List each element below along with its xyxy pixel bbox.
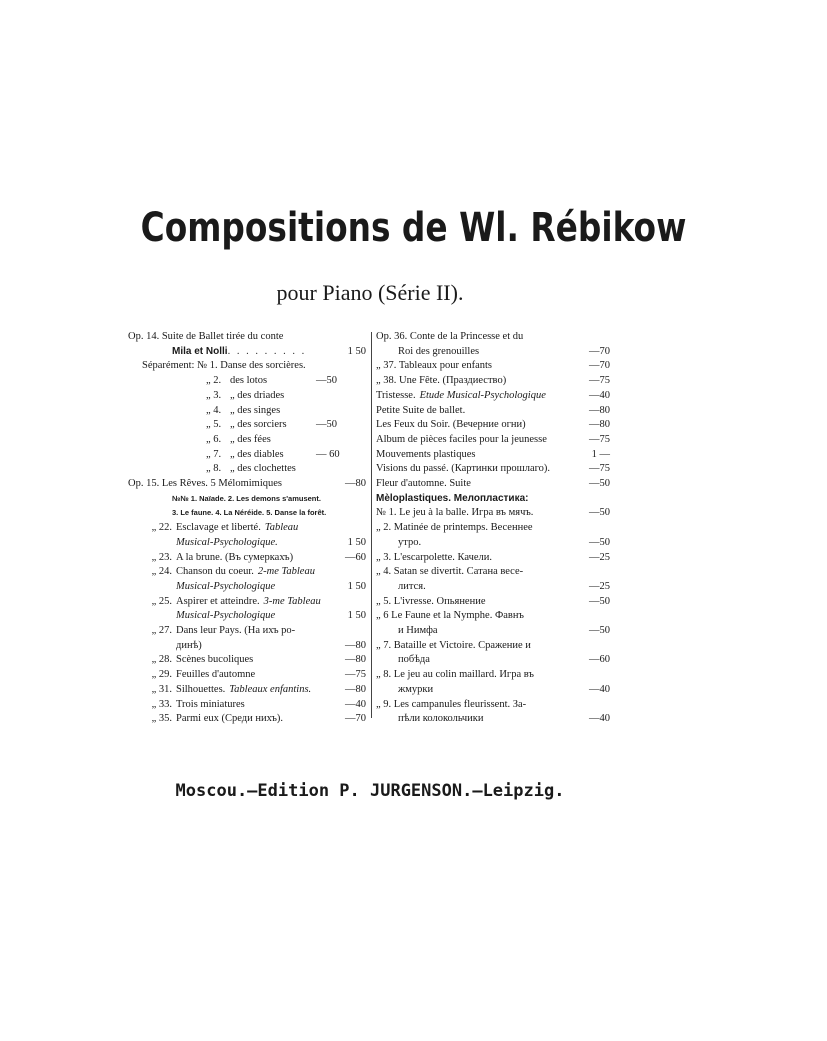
entry-title bbox=[376, 345, 589, 360]
entry-title bbox=[176, 639, 345, 654]
publisher-footer: Moscou.—Edition P. JURGENSON.—Leipzig. bbox=[175, 781, 565, 801]
entry-title bbox=[376, 374, 589, 389]
catalog-entry bbox=[376, 389, 610, 404]
catalog-entry bbox=[376, 521, 610, 536]
catalog-entry bbox=[128, 609, 366, 624]
catalog-entry bbox=[376, 698, 610, 713]
catalog-entry bbox=[376, 418, 610, 433]
page-subtitle: pour Piano (Série II). bbox=[276, 280, 464, 305]
page-title: Compositions de Wl. Rébikow bbox=[140, 205, 687, 251]
entry-italic: Musical-Psychologique. bbox=[176, 536, 278, 548]
entry-title bbox=[376, 521, 610, 536]
entry-title bbox=[176, 624, 366, 639]
sub-item-row bbox=[128, 433, 366, 448]
catalog-entry bbox=[376, 609, 610, 624]
entry-number: „ 25. bbox=[151, 595, 172, 607]
catalog-entry bbox=[128, 712, 366, 727]
entry-text: Chanson du coeur. bbox=[176, 566, 254, 578]
melo-entry-list bbox=[376, 506, 610, 727]
entry-text: Les Feux du Soir. (Вечерние огни) bbox=[376, 419, 526, 431]
entry-title bbox=[176, 580, 348, 595]
op15-line3: 3. Le faune. 4. La Néréide. 5. Danse la forêt. bbox=[172, 508, 327, 518]
sub-item-title: „ des sorciers bbox=[230, 419, 287, 431]
entry-number bbox=[128, 609, 176, 624]
entry-price: —50 bbox=[589, 625, 610, 637]
entry-text: Trois miniatures bbox=[176, 698, 245, 710]
entry-number: „ 31. bbox=[151, 683, 172, 695]
entry-title bbox=[376, 698, 610, 713]
entry-text: „ 9. Les campanules fleurissent. За- bbox=[376, 698, 527, 710]
entry-price: —75 bbox=[345, 669, 366, 681]
entry-italic: 2-me Tableau bbox=[257, 566, 315, 578]
entry-text: побѣда bbox=[398, 654, 430, 666]
entry-price: —25 bbox=[589, 551, 610, 563]
entry-price: —70 bbox=[589, 360, 610, 372]
catalog-entry bbox=[376, 551, 610, 566]
entry-title bbox=[176, 698, 345, 713]
entry-price: —70 bbox=[589, 345, 610, 357]
catalog-entry bbox=[376, 330, 610, 345]
catalog-entry bbox=[376, 683, 610, 698]
melo-heading: Mèloplastiques. Мелопластика: bbox=[376, 492, 529, 504]
catalog-entry bbox=[128, 698, 366, 713]
sub-item-number: „ 6. bbox=[206, 433, 222, 445]
entry-title bbox=[376, 609, 610, 624]
entry-price: 1 50 bbox=[347, 610, 366, 622]
entry-title bbox=[376, 433, 589, 448]
entry-price: —75 bbox=[589, 433, 610, 445]
sub-item-title: „ des fées bbox=[230, 433, 271, 445]
entry-number: „ 22. bbox=[151, 522, 172, 534]
entry-price: —50 bbox=[589, 478, 610, 490]
entry-title bbox=[376, 595, 589, 610]
entry-price: —50 bbox=[589, 595, 610, 607]
entry-text: и Нимфа bbox=[398, 625, 438, 637]
entry-price: —80 bbox=[345, 654, 366, 666]
left-column bbox=[128, 330, 366, 727]
entry-price: —40 bbox=[589, 713, 610, 725]
sub-item-title: „ des diables bbox=[230, 448, 284, 460]
entry-title bbox=[376, 462, 589, 477]
sub-item-number: „ 4. bbox=[206, 404, 222, 416]
sub-item-title: des lotos bbox=[230, 375, 268, 387]
entry-price: —70 bbox=[345, 713, 366, 725]
entry-text: „ 38. Une Fête. (Праздиество) bbox=[376, 375, 507, 387]
entry-italic: Musical-Psychologique bbox=[176, 610, 276, 622]
entry-title bbox=[176, 521, 366, 536]
sub-item-number: „ 7. bbox=[206, 448, 222, 460]
catalog-entry bbox=[376, 359, 610, 374]
entry-text: „ 2. Matinée de printemps. Весеннее bbox=[376, 522, 533, 534]
entry-price: —75 bbox=[589, 463, 610, 475]
entry-price: 1 50 bbox=[347, 580, 366, 592]
entry-price: —40 bbox=[589, 683, 610, 695]
entry-text: „ 8. Le jeu au colin maillard. Игра въ bbox=[376, 669, 534, 681]
entry-text: Visions du passé. (Картинки прошлаго). bbox=[376, 463, 551, 475]
right-column bbox=[376, 330, 610, 727]
entry-price: —40 bbox=[345, 698, 366, 710]
op15-line2: №№ 1. Naïade. 2. Les demons s'amusent. bbox=[172, 493, 321, 503]
catalog-entry bbox=[376, 668, 610, 683]
entry-title bbox=[376, 565, 610, 580]
right-entry-list bbox=[376, 330, 610, 492]
entry-title bbox=[376, 668, 610, 683]
catalog-entry bbox=[128, 668, 366, 683]
entry-number: „ 33. bbox=[151, 698, 172, 710]
catalog-entry bbox=[128, 536, 366, 551]
catalog-entry bbox=[128, 624, 366, 639]
entry-number bbox=[128, 536, 176, 551]
entry-price: —75 bbox=[589, 375, 610, 387]
sub-item-number: „ 8. bbox=[206, 463, 222, 475]
entry-title bbox=[376, 506, 589, 521]
entry-title bbox=[376, 624, 589, 639]
entry-title bbox=[176, 609, 348, 624]
catalog-entry bbox=[128, 551, 366, 566]
entry-text: Scènes bucoliques bbox=[176, 654, 254, 666]
entry-text: „ 7. Bataille et Victoire. Сражение и bbox=[376, 639, 531, 651]
sub-item-number: „ 2. bbox=[206, 375, 222, 387]
catalog-entry bbox=[128, 580, 366, 595]
entry-number: „ 29. bbox=[151, 669, 172, 681]
entry-title bbox=[176, 683, 345, 698]
catalog-entry bbox=[128, 565, 366, 580]
catalog-entry bbox=[376, 462, 610, 477]
entry-text: „ 6 Le Faune et la Nymphe. Фавнъ bbox=[376, 610, 524, 622]
catalog-entry bbox=[376, 477, 610, 492]
op14-line2: Mila et Nolli . . . . . . . . . 1 50 bbox=[172, 345, 366, 357]
entry-text: Fleur d'automne. Suite bbox=[376, 478, 471, 490]
entry-number: „ 24. bbox=[151, 566, 172, 578]
catalog-entry bbox=[128, 521, 366, 536]
entry-price: —50 bbox=[589, 507, 610, 519]
entry-number: „ 28. bbox=[151, 654, 172, 666]
entry-number: „ 27. bbox=[151, 625, 172, 637]
entry-italic: 3-me Tableau bbox=[263, 595, 321, 607]
entry-text: Petite Suite de ballet. bbox=[376, 404, 466, 416]
entry-price: 1 50 bbox=[347, 536, 366, 548]
entry-italic: Tableaux enfantins. bbox=[229, 683, 312, 695]
sub-item-row bbox=[128, 418, 366, 433]
entry-title bbox=[176, 712, 345, 727]
entry-number: „ 35. bbox=[151, 713, 172, 725]
separement-line: Séparément: № 1. Danse des sorcières. bbox=[142, 360, 306, 372]
entry-title bbox=[176, 565, 366, 580]
entry-text: Esclavage et liberté. bbox=[176, 522, 261, 534]
catalog-entry bbox=[376, 506, 610, 521]
catalog-entry bbox=[376, 404, 610, 419]
catalog-entry bbox=[376, 580, 610, 595]
catalog-entry bbox=[128, 683, 366, 698]
entry-text: динѣ) bbox=[176, 639, 202, 651]
entry-price: 1 — bbox=[591, 448, 610, 460]
entry-text: жмурки bbox=[398, 683, 434, 695]
entry-text: лится. bbox=[398, 580, 426, 592]
entry-text: Op. 36. Conte de la Princesse et du bbox=[376, 331, 524, 342]
entry-price: —80 bbox=[345, 683, 366, 695]
entry-number bbox=[128, 580, 176, 595]
entry-number: „ 23. bbox=[151, 551, 172, 563]
entry-italic: Musical-Psychologique bbox=[176, 580, 276, 592]
entry-price: —60 bbox=[589, 654, 610, 666]
left-entry-list bbox=[128, 521, 366, 727]
entry-title bbox=[376, 330, 610, 345]
entry-text: утро. bbox=[398, 536, 422, 548]
catalog-entry bbox=[376, 448, 610, 463]
catalog-entry bbox=[128, 639, 366, 654]
entry-title bbox=[376, 683, 589, 698]
catalog-entry bbox=[376, 536, 610, 551]
op15-line1: Op. 15. Les Rêves. 5 Mélomimiques —80 bbox=[128, 478, 366, 490]
entry-title bbox=[176, 595, 366, 610]
sub-item-row bbox=[128, 448, 366, 463]
catalog-entry bbox=[128, 653, 366, 668]
entry-number bbox=[128, 639, 176, 654]
entry-italic: Etude Musical-Psychologique bbox=[419, 389, 546, 401]
sub-item-number: „ 5. bbox=[206, 419, 222, 431]
entry-text: Parmi eux (Среди нихъ). bbox=[176, 713, 283, 725]
sub-item-row bbox=[128, 389, 366, 404]
entry-price: —60 bbox=[345, 551, 366, 563]
sub-item-title: „ des clochettes bbox=[230, 463, 296, 475]
catalog-entry bbox=[376, 374, 610, 389]
entry-price: —80 bbox=[589, 419, 610, 431]
entry-title bbox=[376, 418, 589, 433]
sub-item-row bbox=[128, 374, 366, 389]
sub-item-price: —50 bbox=[316, 419, 337, 431]
entry-title bbox=[376, 653, 589, 668]
entry-title bbox=[176, 653, 345, 668]
sub-item-price: — 60 bbox=[316, 448, 340, 460]
entry-title bbox=[376, 712, 589, 727]
sub-item-row bbox=[128, 462, 366, 477]
entry-text: „ 5. L'ivresse. Опьянение bbox=[376, 595, 486, 607]
catalog-entry bbox=[376, 639, 610, 654]
entry-text: Album de pièces faciles pour la jeunesse bbox=[376, 433, 547, 445]
entry-price: —80 bbox=[345, 639, 366, 651]
entry-price: —25 bbox=[589, 580, 610, 592]
entry-text: Feuilles d'automne bbox=[176, 669, 256, 681]
entry-price: —80 bbox=[589, 404, 610, 416]
catalog-entry bbox=[376, 565, 610, 580]
entry-price: —40 bbox=[589, 389, 610, 401]
entry-title bbox=[376, 536, 589, 551]
entry-title bbox=[176, 536, 348, 551]
sub-item-number: „ 3. bbox=[206, 389, 222, 401]
catalog-entry bbox=[376, 433, 610, 448]
catalog-entry bbox=[376, 653, 610, 668]
entry-title bbox=[376, 448, 592, 463]
entry-text: „ 37. Tableaux pour enfants bbox=[376, 360, 492, 372]
entry-text: „ 3. L'escarpolette. Качели. bbox=[376, 551, 493, 563]
entry-text: пѣли колокольчики bbox=[398, 713, 484, 725]
catalog-entry bbox=[376, 624, 610, 639]
entry-text: Mouvements plastiques bbox=[376, 448, 476, 460]
entry-price: —50 bbox=[589, 536, 610, 548]
entry-text: „ 4. Satan se divertit. Сатана весе- bbox=[376, 566, 524, 578]
op14-line1: Op. 14. Suite de Ballet tirée du conte bbox=[128, 331, 284, 342]
entry-title bbox=[376, 551, 589, 566]
entry-text: Silhouettes. bbox=[176, 683, 226, 695]
sub-item-list bbox=[128, 374, 366, 477]
catalog-entry bbox=[376, 345, 610, 360]
entry-title bbox=[376, 359, 589, 374]
entry-text: Roi des grenouilles bbox=[398, 345, 480, 357]
column-divider bbox=[371, 332, 372, 718]
entry-text: Aspirer et atteindre. bbox=[176, 595, 260, 607]
entry-title bbox=[176, 551, 345, 566]
sub-item-row bbox=[128, 404, 366, 419]
entry-text: Tristesse. bbox=[376, 389, 416, 401]
entry-text: Dans leur Pays. (На ихъ ро- bbox=[176, 625, 296, 637]
sub-item-title: „ des singes bbox=[230, 404, 281, 416]
entry-title bbox=[176, 668, 345, 683]
entry-title bbox=[376, 404, 589, 419]
catalog-entry bbox=[128, 595, 366, 610]
entry-text: № 1. Le jeu à la balle. Игра въ мячъ. bbox=[376, 507, 534, 519]
entry-title bbox=[376, 477, 589, 492]
entry-text: A la brune. (Въ сумеркахъ) bbox=[176, 551, 294, 563]
entry-title bbox=[376, 389, 589, 404]
entry-title bbox=[376, 639, 610, 654]
sub-item-price: —50 bbox=[316, 375, 337, 387]
catalog-entry bbox=[376, 595, 610, 610]
entry-italic: Tableau bbox=[264, 522, 299, 534]
entry-title bbox=[376, 580, 589, 595]
catalog-entry bbox=[376, 712, 610, 727]
sub-item-title: „ des driades bbox=[230, 389, 285, 401]
